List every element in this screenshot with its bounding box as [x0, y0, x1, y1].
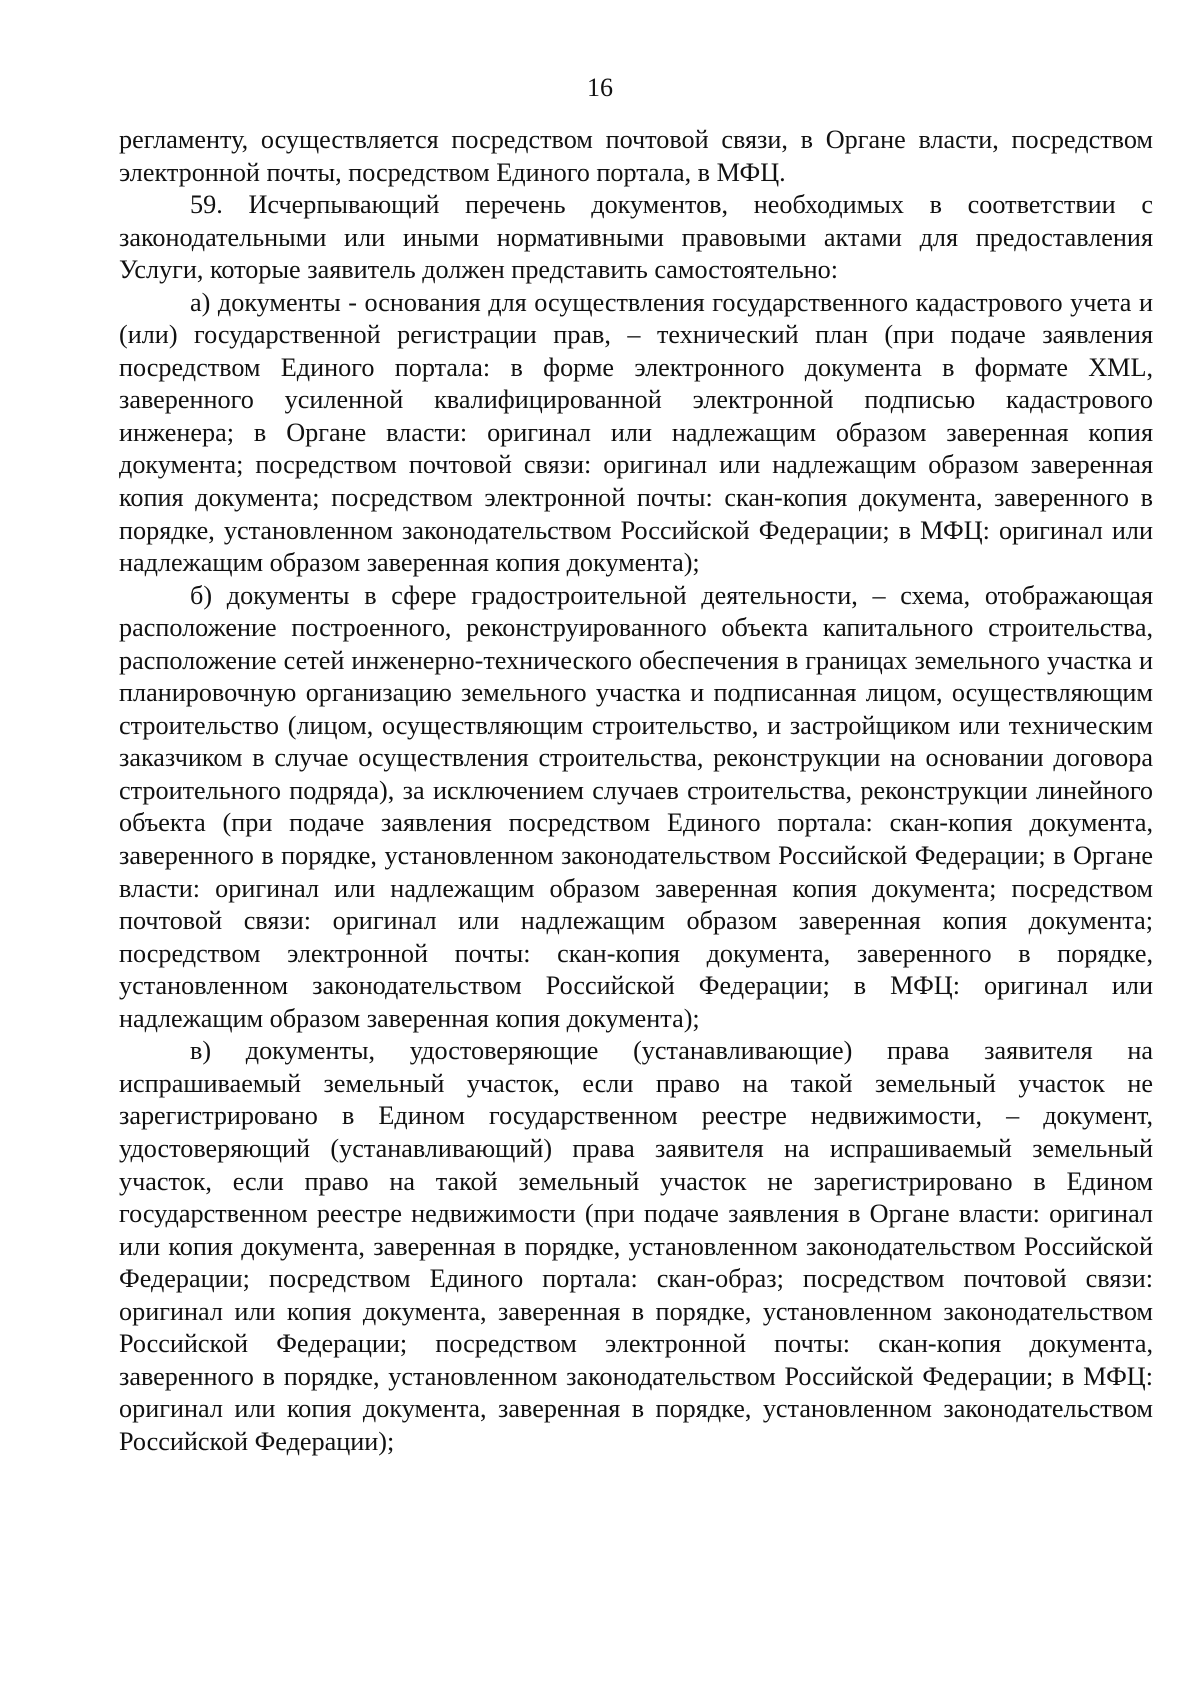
paragraph-item-59: 59. Исчерпывающий перечень документов, необходимых в соответствии с законодательными или иными нормативными правовыми актами для предоставления Услуги, которые заявитель должен представить самостоятельно: — [119, 190, 1153, 285]
paragraph-item-59-a: а) документы - основания для осуществления государственного кадастрового учета и (или) государственной регистрации прав, – технический план (при подаче заявления посредством Единого портала: в форме электронного документа в формате XML, заверенного усиленной квалифицированной электронной подписью кадастрового инженера; в Органе власти: оригинал или надлежащим образом заверенная копия документа; посредством почтовой связи: оригинал или надлежащим образом заверенная копия документа; посредством электронной почты: скан-копия документа, заверенного в порядке, установленном законодательством Российской Федерации; в МФЦ: оригинал или надлежащим образом заверенная копия документа); — [119, 287, 1153, 578]
document-body — [119, 124, 1153, 1458]
paragraph-continuation: регламенту, осуществляется посредством почтовой связи, в Органе власти, посредством электронной почты, посредством Единого портала, в МФЦ. — [119, 125, 1153, 187]
paragraph-item-59-v: в) документы, удостоверяющие (устанавливающие) права заявителя на испрашиваемый земельный участок, если право на такой земельный участок не зарегистрировано в Едином государственном реестре недвижимости, – документ, удостоверяющий (устанавливающий) права заявителя на испрашиваемый земельный участок, если право на такой земельный участок не зарегистрировано в Едином государственном реестре недвижимости (при подаче заявления в Органе власти: оригинал или копия документа, заверенная в порядке, установленном законодательством Российской Федерации; посредством Единого портала: скан-образ; посредством почтовой связи: оригинал или копия документа, заверенная в порядке, установленном законодательством Российской Федерации; посредством электронной почты: скан-копия документа, заверенного в порядке, установленном законодательством Российской Федерации; в МФЦ: оригинал или копия документа, заверенная в порядке, установленном законодательством Российской Федерации); — [119, 1036, 1153, 1456]
paragraph-item-59-b: б) документы в сфере градостроительной деятельности, – схема, отображающая расположение построенного, реконструированного объекта капитального строительства, расположение сетей инженерно-технического обеспечения в границах земельного участка и планировочную организацию земельного участка и подписанная лицом, осуществляющим строительство (лицом, осуществляющим строительство, и застройщиком или техническим заказчиком в случае осуществления строительства, реконструкции на основании договора строительного подряда), за исключением случаев строительства, реконструкции линейного объекта (при подаче заявления посредством Единого портала: скан-копия документа, заверенного в порядке, установленном законодательством Российской Федерации; в Органе власти: оригинал или надлежащим образом заверенная копия документа; посредством почтовой связи: оригинал или надлежащим образом заверенная копия документа; посредством электронной почты: скан-копия документа, заверенного в порядке, установленном законодательством Российской Федерации; в МФЦ: оригинал или надлежащим образом заверенная копия документа); — [119, 580, 1153, 1033]
page-number: 16 — [587, 73, 613, 102]
